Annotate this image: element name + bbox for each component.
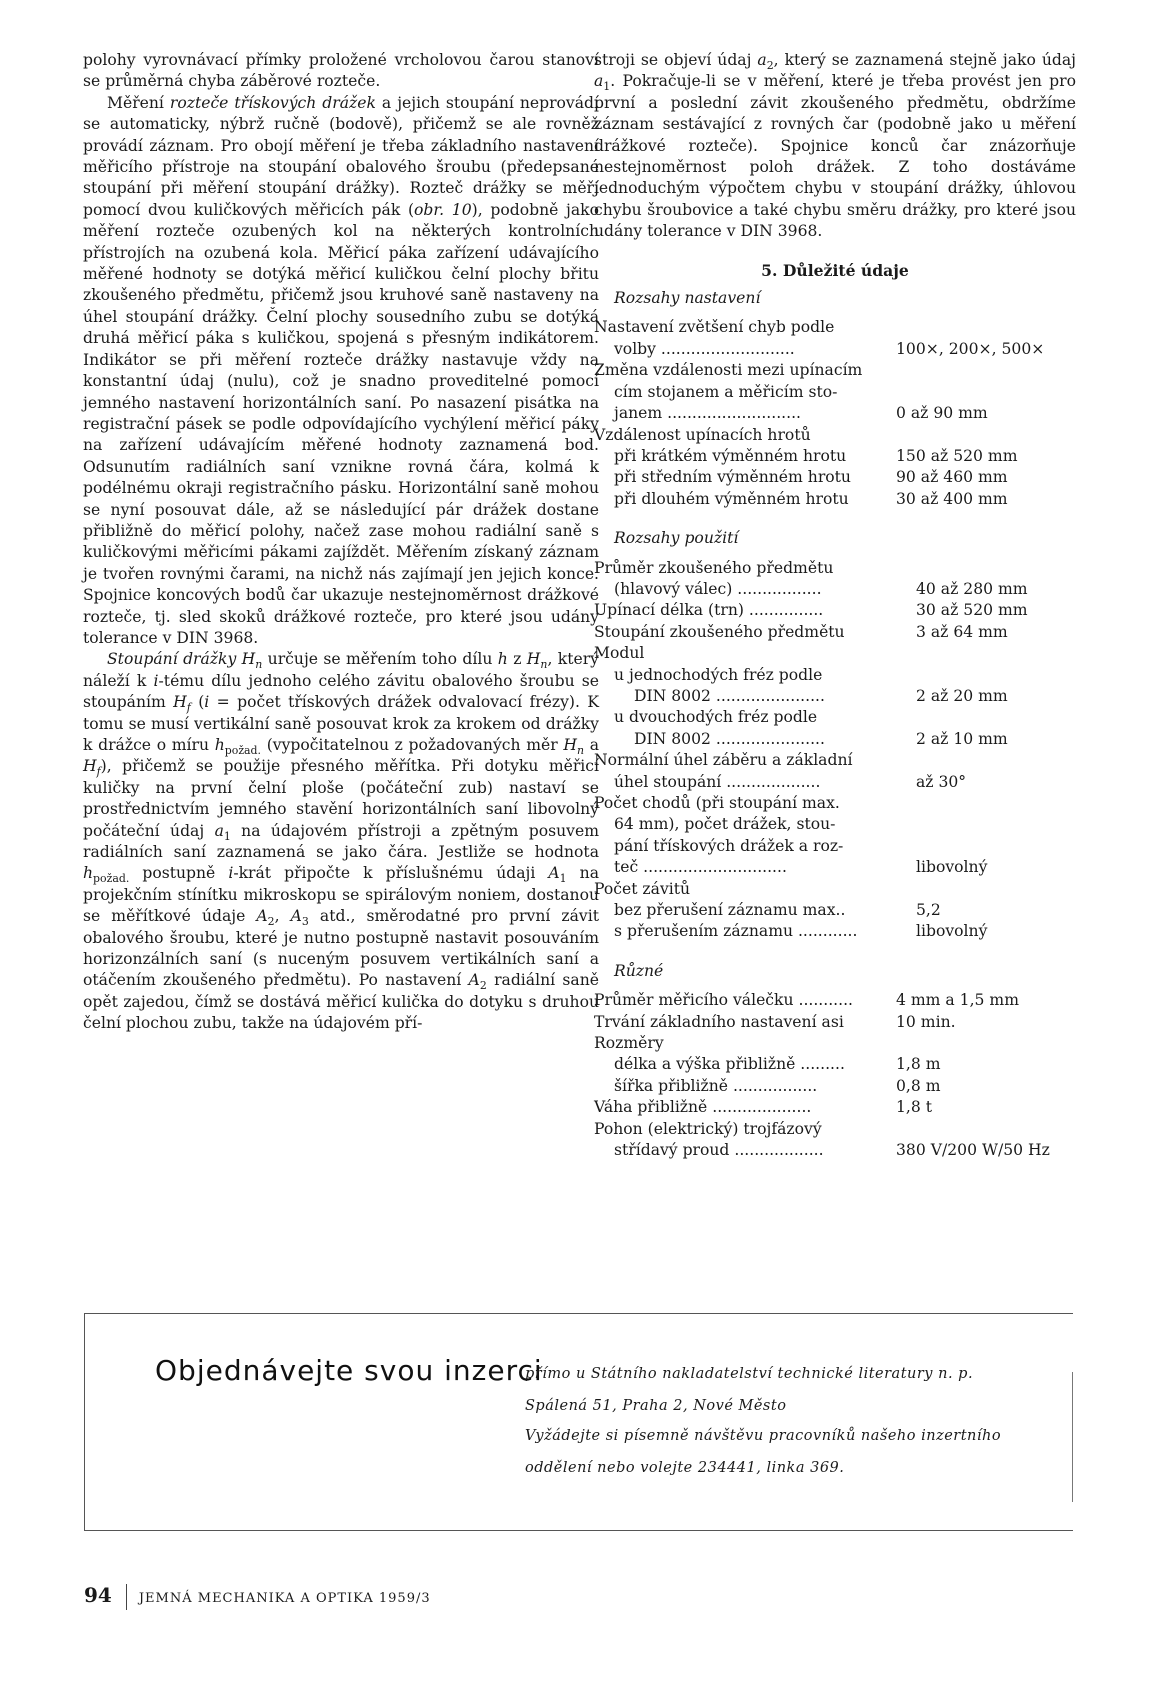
text-run: (vypočitatelnou z požadovaných měr: [261, 736, 564, 754]
journal-name: JEMNÁ MECHANIKA A OPTIKA 1959/3: [138, 1591, 431, 1606]
spec-label: Nastavení zvětšení chyb podle: [594, 318, 835, 337]
spec-label: Upínací délka (trn) ...............: [594, 601, 824, 620]
spec-group-title: Různé: [614, 961, 664, 980]
text-run: , který se zaznamená stejně jako údaj: [773, 51, 1076, 69]
right-intro-paragraph: [594, 50, 1076, 243]
text-run: i: [204, 693, 210, 712]
body-paragraph: [83, 93, 599, 650]
spec-value: 10 min.: [896, 1012, 956, 1031]
spec-label: délka a výška přibližně .........: [614, 1055, 845, 1074]
spec-row: [594, 489, 1074, 510]
text-run: -tému dílu jednoho celého závitu obalového šroubu se stoupáním: [83, 671, 599, 712]
spec-value: [896, 1033, 1074, 1054]
spec-value: 30 až 400 mm: [896, 489, 1008, 508]
spec-label: Průměr zkoušeného předmětu: [594, 558, 834, 577]
spec-row: [594, 900, 1074, 921]
spec-value: 1,8 m: [896, 1055, 941, 1074]
spec-row: [594, 772, 1074, 793]
text-run: z: [507, 650, 527, 669]
spec-value: 90 až 460 mm: [896, 468, 1008, 487]
spec-label: 64 mm), počet drážek, stou-: [614, 815, 836, 834]
spec-value: 150 až 520 mm: [896, 446, 1018, 465]
text-run: , který náleží k: [83, 650, 599, 690]
text-run: a: [214, 821, 224, 840]
spec-table: [594, 558, 1074, 943]
spec-label: Rozměry: [594, 1034, 664, 1053]
spec-row: [594, 921, 1074, 942]
spec-group-title: Rozsahy nastavení: [614, 289, 761, 308]
spec-label: cím stojanem a měřicím sto-: [614, 382, 838, 401]
spec-row: [594, 665, 1074, 686]
spec-label: Počet chodů (při stoupání max.: [594, 794, 840, 812]
spec-value: [916, 750, 1074, 771]
spec-value: libovolný: [916, 922, 988, 941]
text-run: a: [584, 736, 599, 754]
spec-row: [594, 425, 1074, 446]
text-run: stroji se objeví údaj: [594, 51, 758, 69]
text-run: na projekčním stínítku mikroskopu se spirálovým noniem, dostanou se měřítkové údaje: [83, 864, 599, 926]
text-run: H: [173, 693, 187, 712]
text-run: i: [228, 864, 234, 883]
subscript-text: n: [255, 658, 263, 672]
spec-label: Průměr měřicího válečku ...........: [594, 991, 854, 1010]
text-run: rozteče třískových drážek: [169, 93, 376, 112]
spec-value: [916, 707, 1074, 728]
spec-row: [594, 836, 1074, 857]
spec-label: Normální úhel záběru a základní: [594, 751, 853, 770]
spec-label: bez přerušení záznamu max..: [614, 901, 846, 920]
subscript-text: 2: [766, 59, 774, 73]
subscript-text: f: [96, 765, 101, 779]
text-run: ,: [274, 907, 291, 926]
subscript-text: 3: [301, 915, 309, 929]
spec-label: Vzdálenost upínacích hrotů: [594, 425, 811, 444]
spec-label: volby ...........................: [614, 339, 795, 358]
spec-row: [594, 579, 1074, 600]
spec-row: [594, 1097, 1074, 1118]
text-run: h: [214, 736, 225, 754]
subscript-text: 1: [223, 829, 231, 843]
text-run: . Pokračuje-li se v měření, které je třeba provést jen pro první a poslední závit zkoušeného předmětu, obdržíme záznam sestávající z rovných čar (podobně jako u měření drážkové rozteče). Spojnice konců čar znázorňuje nestejnoměrnost poloh drážek. Z toho dostáváme jednoduchým výpočtem chybu v stoupání drážky, úhlovou chybu šroubovice a také chybu směru drážky, pro které jsou udány tolerance v DIN 3968.: [594, 72, 1076, 241]
spec-row: [594, 360, 1074, 381]
spec-value: [916, 814, 1074, 835]
spec-label: při středním výměnném hrotu: [614, 468, 851, 487]
spec-label: Váha přibližně ....................: [594, 1098, 812, 1117]
text-run: i: [153, 671, 159, 690]
spec-row: [594, 1054, 1074, 1075]
spec-table: [594, 990, 1074, 1161]
text-run: radiální saně opět zajedou, čímž se dostává měřicí kulička do dotyku s druhou čelní plochou zubu, takže na údajovém pří-: [83, 971, 599, 1033]
spec-row: [594, 446, 1074, 467]
spec-label: janem ...........................: [614, 404, 801, 423]
text-run: h: [497, 650, 508, 669]
subscript-text: n: [576, 744, 585, 758]
subscript-text: požad.: [224, 744, 262, 758]
text-run: na údajovém přístroji a zpětným posuvem radiálních saní zaznamená se jako čára. Jestliže se hodnota: [83, 821, 599, 862]
spec-label: Pohon (elektrický) trojfázový: [594, 1119, 822, 1138]
spec-row: [594, 1119, 1074, 1140]
spec-label: u dvouchodých fréz podle: [614, 708, 818, 727]
text-run: h: [83, 864, 94, 883]
ad-title: Objednávejte svou inzerci: [155, 1354, 543, 1387]
ad-line: Vyžádejte si písemně návštěvu pracovníků našeho inzertního: [525, 1428, 1002, 1444]
text-run: ), podobně jako měření rozteče ozubených kol na některých kontrolních přístrojích na ozubená kola. Měřicí páka zařízení udávajícího měřené hodnoty se dotýká měřicí kuličkou čelní plochy břitu zkoušeného předmětu, přičemž jsou kruhové saně nastaveny na úhel stoupání drážky. Čelní plochy sousedního zubu se dotýká druhá měřicí páka s kuličkou, spojená s přesným indikátorem. Indikátor se při měření rozteče drážky nastavuje vždy na konstantní údaj (nulu), což je snadno proveditelné pomocí jemného nastavení horizontálních saní. Po nasazení pisátka na registrační pásek se podle odpovídajícího vychýlení měřicí páky na zařízení udávajícím měřené hodnoty zaznamená bod. Odsunutím radiálních saní vznikne rovná čára, kolmá k podélnému okraji registračního pásku. Horizontální saně mohou se nyní posouvat dále, až se následující pár drážek dostane přibližně do měřicí polohy, načež zase mohou radiální saně s kuličkovými měřicími pákami zajíždět. Měřením získaný záznam je tvořen rovnými čarami, na nichž nás zajímají jen jejich konce. Spojnice koncových bodů čar ukazuje nestejnoměrnost drážkové rozteče, tj. sled skoků drážkové rozteče, pro které jsou udány tolerance v DIN 3968.: [83, 200, 599, 647]
spec-row: [594, 793, 1074, 814]
text-run: H: [83, 757, 97, 776]
page-footer: [84, 1583, 431, 1610]
spec-label: (hlavový válec) .................: [614, 579, 822, 598]
spec-row: [594, 1076, 1074, 1097]
page-number: 94: [84, 1583, 112, 1607]
text-run: a: [757, 51, 767, 69]
spec-label: s přerušením záznamu ............: [614, 922, 858, 941]
spec-value: [916, 793, 1074, 814]
spec-row: [594, 1140, 1074, 1161]
spec-value: 30 až 520 mm: [916, 601, 1028, 620]
body-paragraph: [83, 649, 599, 1034]
body-paragraph: polohy vyrovnávací přímky proložené vrcholovou čarou stanoví se průměrná chyba záběrové rozteče.: [83, 51, 599, 91]
spec-value: 5,2: [916, 901, 941, 920]
spec-label: Trvání základního nastavení asi: [594, 1012, 844, 1031]
spec-value: 380 V/200 W/50 Hz: [896, 1141, 1050, 1160]
spec-row: [594, 686, 1074, 707]
spec-row: [594, 558, 1074, 579]
spec-value: 4 mm a 1,5 mm: [896, 991, 1019, 1010]
spec-row: [594, 467, 1074, 488]
spec-value: [896, 382, 1074, 403]
text-run: A: [548, 864, 560, 883]
spec-value: 100×, 200×, 500×: [896, 339, 1045, 358]
footer-divider: [126, 1584, 127, 1610]
spec-row: [594, 643, 1074, 664]
spec-row: [594, 403, 1074, 424]
spec-label: teč .............................: [614, 858, 787, 877]
spec-value: [896, 317, 1074, 338]
text-run: Měření: [107, 93, 170, 112]
right-column: [594, 50, 1076, 1162]
spec-value: [896, 360, 1074, 381]
spec-row: [594, 622, 1074, 643]
spec-row: [594, 814, 1074, 835]
spec-value: [916, 665, 1074, 686]
spec-value: 1,8 t: [896, 1098, 933, 1117]
subscript-text: f: [186, 701, 191, 715]
spec-value: [916, 836, 1074, 857]
spec-value: [896, 425, 1074, 446]
subscript-text: 2: [479, 979, 487, 993]
spec-row: [594, 990, 1074, 1011]
text-run: a: [594, 72, 604, 91]
text-run: (: [190, 693, 205, 712]
text-run: a jejich stoupání neprovádí se automaticky, nýbrž ručně (bodově), přičemž se ale rovněž provádí záznam. Pro obojí měření je třeba základního nastavení měřicího přístroje na stoupání obalového šroubu (předepsané stoupání při měření stoupání drážky). Rozteč drážky se měří pomocí dvou kuličkových měřicích pák (: [83, 93, 599, 219]
spec-value: [916, 558, 1074, 579]
spec-value: 3 až 64 mm: [916, 622, 1008, 641]
text-run: = počet třískových drážek odvalovací frézy). K tomu se musí vertikální saně posouvat krok za krokem od drážky k drážce o míru: [83, 693, 599, 754]
spec-label: Počet závitů: [594, 879, 691, 898]
spec-row: [594, 1033, 1074, 1054]
subscript-text: n: [540, 658, 548, 672]
spec-value: [916, 643, 1074, 664]
subscript-text: 2: [267, 915, 275, 929]
subscript-text: požad.: [93, 872, 130, 886]
spec-label: při dlouhém výměnném hrotu: [614, 489, 849, 508]
advertisement-box: [84, 1313, 1073, 1531]
text-run: určuje se měřením toho dílu: [262, 650, 498, 669]
spec-label: Modul: [594, 644, 645, 663]
spec-row: [594, 1012, 1074, 1033]
spec-row: [594, 600, 1074, 621]
text-run: A: [290, 907, 302, 926]
spec-value: libovolný: [916, 858, 988, 877]
ad-line: přímo u Státního nakladatelství technické literatury n. p.: [525, 1366, 974, 1382]
spec-row: [594, 750, 1074, 771]
section-heading: 5. Důležité údaje: [761, 260, 909, 280]
text-run: atd., směrodatné pro první závit obalového šroubu, které je nutno postupně nastavit posouváním horizonzálních saní (s nuceným posuvem vertikálních saní a otáčením zkoušeného předmětu). Po nastavení: [83, 907, 599, 990]
spec-label: úhel stoupání ...................: [614, 772, 821, 791]
spec-row: [594, 729, 1074, 750]
text-run: postupně: [129, 864, 229, 883]
spec-group-title: Rozsahy použití: [614, 529, 739, 548]
spec-label: DIN 8002 ......................: [634, 729, 825, 748]
text-run: ), přičemž se použije přesného měřítka. Při dotyku měřicí kuličky na první čelní ploše (počáteční zub) nastaví se prostřednictvím jemného stavění horizontálních saní libovolný počáteční údaj: [83, 757, 599, 840]
spec-label: u jednochodých fréz podle: [614, 665, 823, 684]
spec-value: až 30°: [916, 772, 967, 791]
subscript-text: 1: [559, 872, 567, 886]
spec-row: [594, 857, 1074, 878]
spec-row: [594, 707, 1074, 728]
spec-label: pání třískových drážek a roz-: [614, 836, 844, 855]
spec-value: 0,8 m: [896, 1076, 941, 1095]
spec-label: Stoupání zkoušeného předmětu: [594, 622, 845, 641]
spec-row: [594, 339, 1074, 360]
text-run: A: [256, 907, 268, 926]
spec-list: [594, 288, 1076, 1161]
spec-row: [594, 879, 1074, 900]
subscript-text: 1: [603, 80, 611, 94]
text-run: H: [563, 736, 577, 754]
spec-value: 2 až 10 mm: [916, 729, 1008, 748]
spec-label: střídavý proud ..................: [614, 1141, 824, 1160]
spec-row: [594, 382, 1074, 403]
spec-value: 40 až 280 mm: [916, 579, 1028, 598]
spec-table: [594, 317, 1074, 510]
spec-label: šířka přibližně .................: [614, 1076, 818, 1095]
spec-label: Změna vzdálenosti mezi upínacím: [594, 361, 863, 380]
spec-value: 2 až 20 mm: [916, 686, 1008, 705]
text-run: Stoupání drážky H: [107, 650, 256, 669]
spec-value: 0 až 90 mm: [896, 404, 988, 423]
text-run: A: [468, 971, 480, 990]
spec-value: [896, 1119, 1074, 1140]
ad-line: Spálená 51, Praha 2, Nové Město: [525, 1398, 787, 1414]
spec-label: při krátkém výměnném hrotu: [614, 446, 847, 465]
text-run: H: [526, 650, 541, 669]
spec-value: [916, 879, 1074, 900]
spec-label: DIN 8002 ......................: [634, 686, 825, 705]
ad-line: oddělení nebo volejte 234441, linka 369.: [525, 1460, 845, 1476]
text-run: -krát připočte k příslušnému údaji: [233, 864, 549, 883]
left-column: [83, 50, 599, 1035]
spec-row: [594, 317, 1074, 338]
text-run: obr. 10: [414, 200, 472, 219]
